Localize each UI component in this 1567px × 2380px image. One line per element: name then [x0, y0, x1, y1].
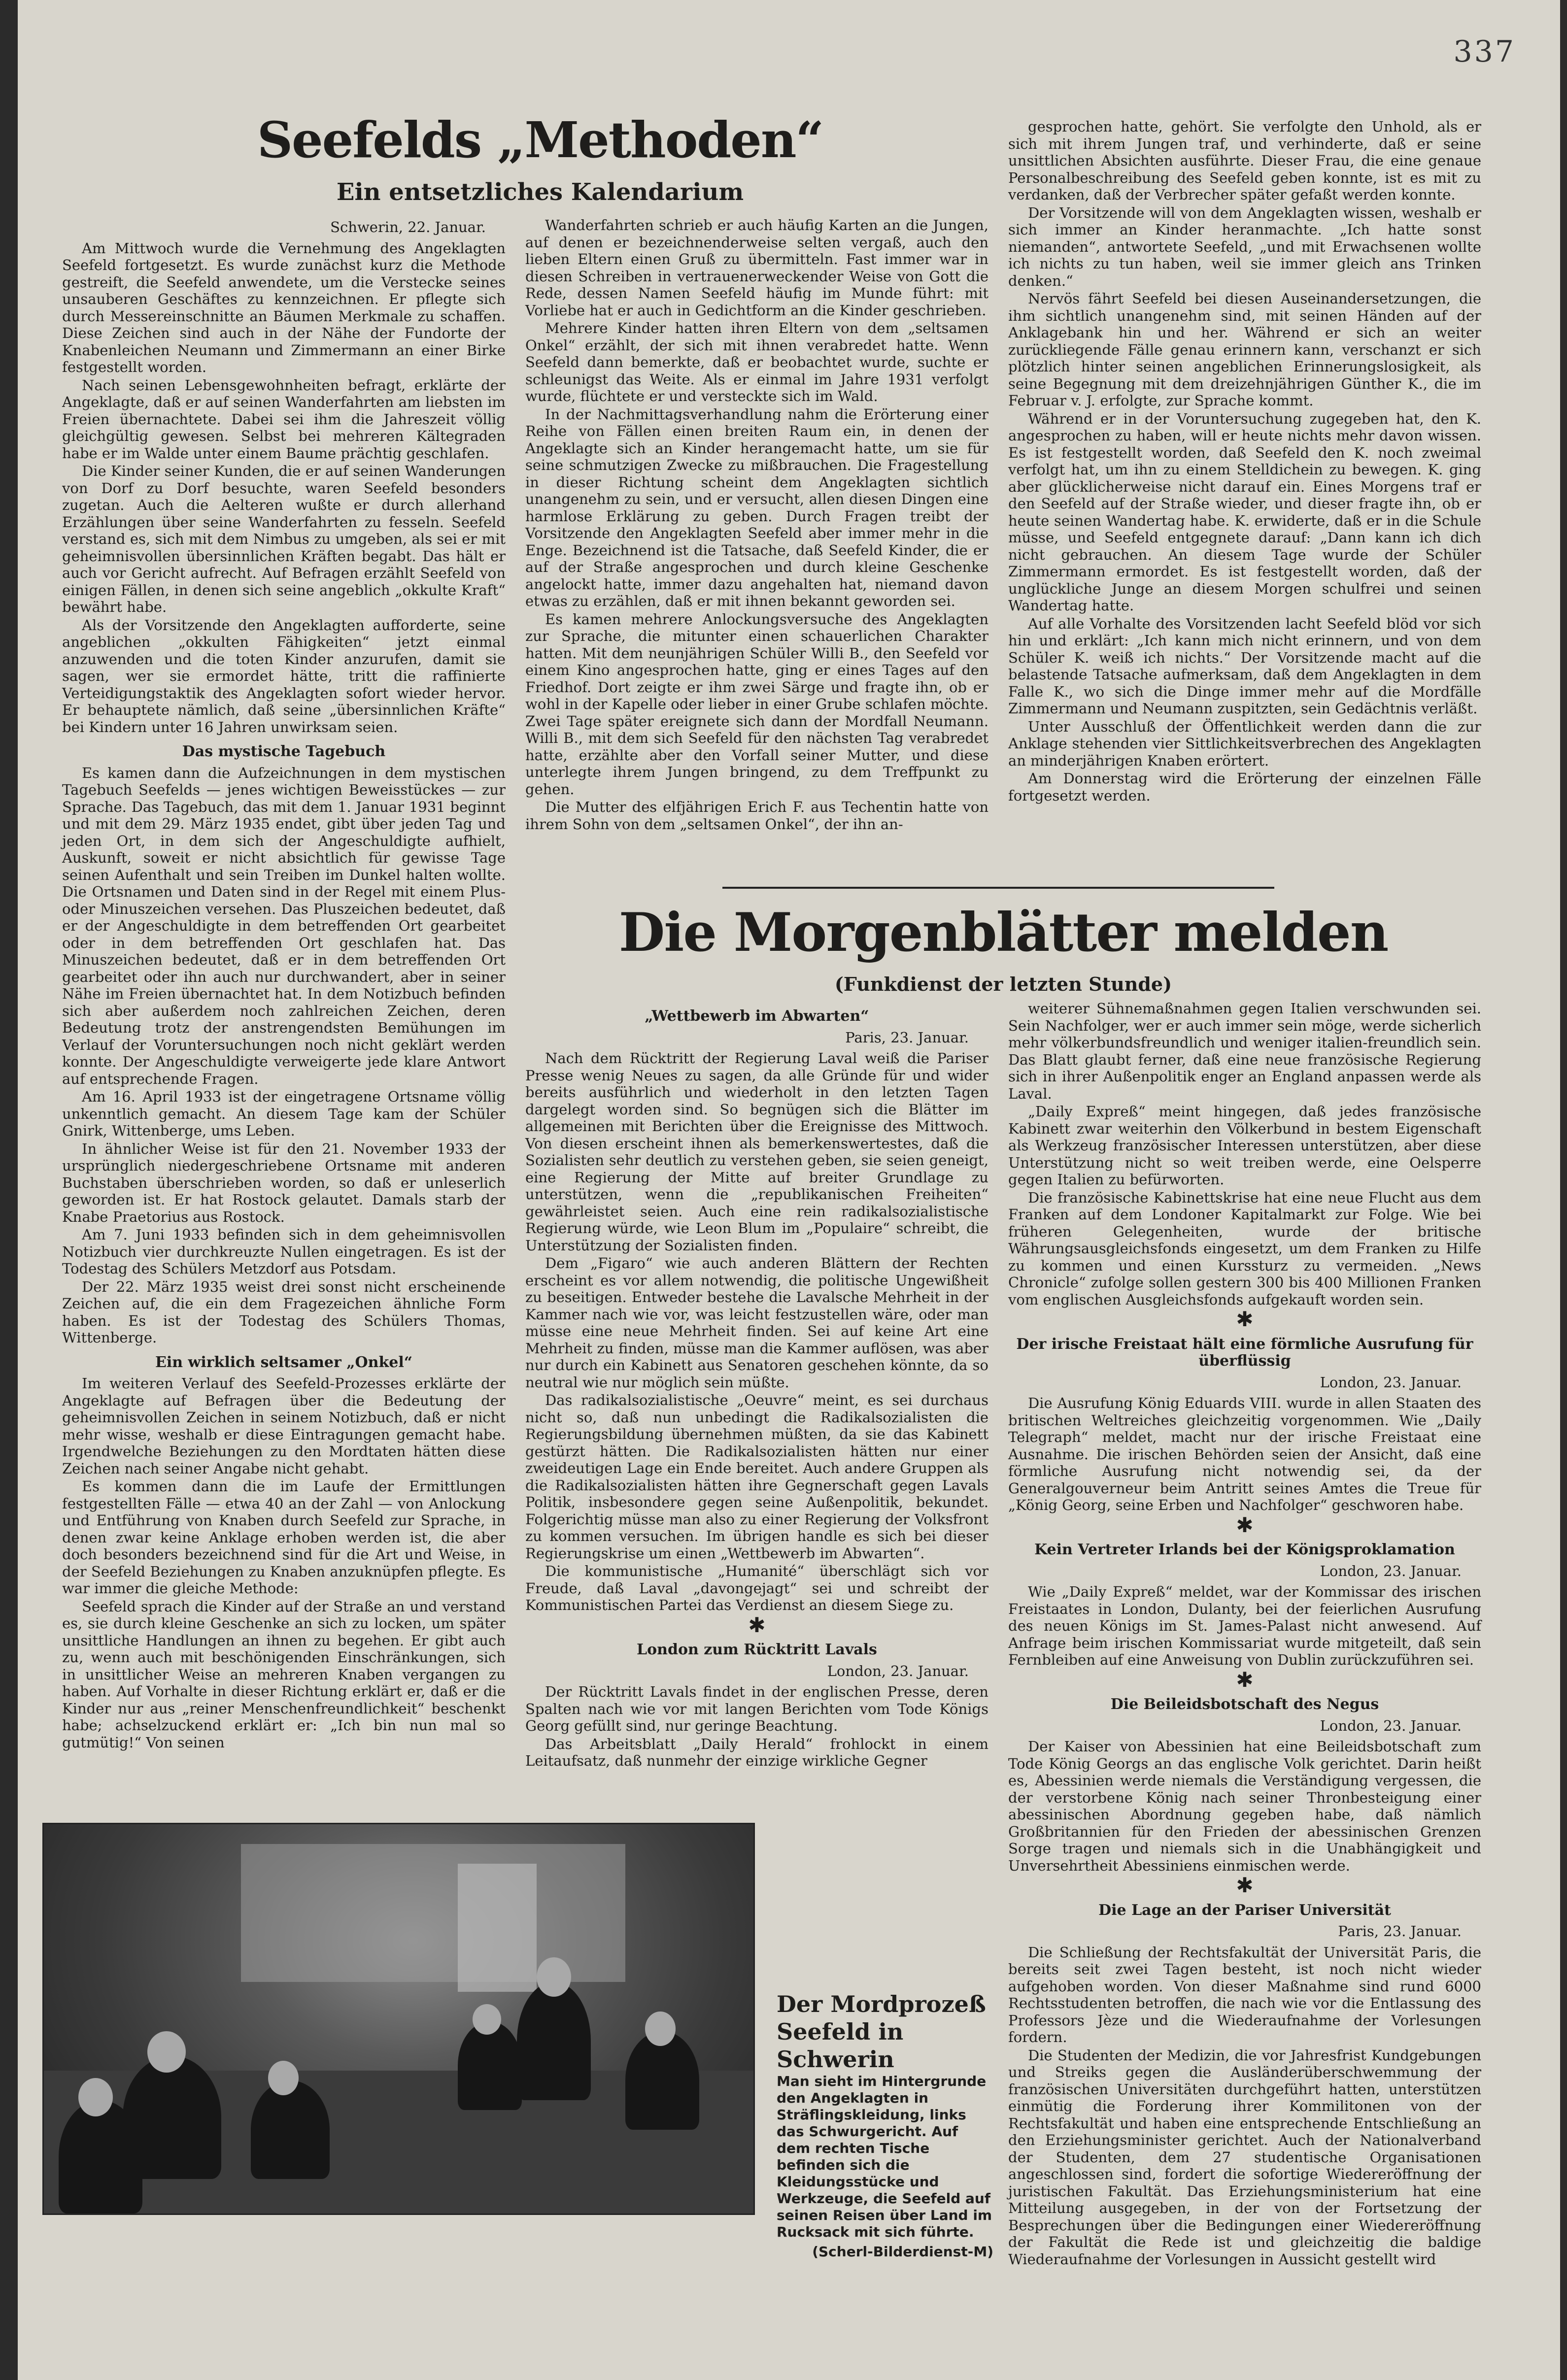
paragraph: Unter Ausschluß der Öffentlichkeit werden dann die zur Anklage stehenden vier Sittlichkeitsverbrechen des Angeklagten an minderjährigen Knaben erörtert.	[1008, 718, 1481, 769]
report-dateline: London, 23. Januar.	[827, 1662, 969, 1679]
photo-figure	[458, 2021, 522, 2110]
paragraph: „Daily Expreß“ meint hingegen, daß jedes französische Kabinett zwar weiterhin den Völkerbund in bestem Eigenschaft als Werkzeug französischer Interessen unterstützen, aber diese Unterstützung nicht so weit treiben werde, eine Oelsperre gegen Italien zu befürworten.	[1008, 1103, 1481, 1188]
paragraph: Als der Vorsitzende den Angeklagten aufforderte, seine angeblichen „okkulten Fähigkeiten“ jetzt einmal anzuwenden und die toten Kinder anzurufen, damit sie sagen, wer sie ermordet hätte, tritt die raffinierte Verteidigungstaktik des Angeklagten sofort wieder hervor. Er behauptete nämlich, daß seine „übersinnlichen Kräfte“ bei Kindern unter 16 Jahren unwirksam seien.	[62, 616, 506, 736]
section-divider	[722, 887, 1274, 889]
paragraph: Nach dem Rücktritt der Regierung Laval weiß die Pariser Presse wenig Neues zu sagen, da alle Gründe für und wider bereits ausführlich und wiederholt in den letzten Tagen dargelegt worden sind. So begnügen sich die Blätter im allgemeinen mit Berichten über die Ereignisse des Mittwoch. Von diesen erscheint ihnen als bemerkenswertestes, daß die Sozialisten sehr deutlich zu verstehen geben, sie seien geneigt, eine Regierung der Mitte auf breiter Grundlage zu unterstützen, wenn die „republikanischen Freiheiten“ gewährleistet seien. Auch eine rein radikalsozialistische Regierung würde, wie Leon Blum im „Populaire“ schreibt, die Unterstützung der Sozialisten finden.	[525, 1050, 988, 1254]
paragraph: Am Donnerstag wird die Erörterung der einzelnen Fälle fortgesetzt werden.	[1008, 770, 1481, 804]
report-dateline: Paris, 23. Januar.	[1338, 1923, 1462, 1940]
star-separator-icon: ✱	[1236, 1667, 1254, 1692]
paragraph: Mehrere Kinder hatten ihren Eltern von dem „seltsamen Onkel“ erzählt, der sich mit ihnen verabredet hatte. Wenn Seefeld dann bemerkte, daß er beobachtet wurde, suchte er schleunigst das Weite. Als er einmal im Jahre 1931 verfolgt wurde, flüchtete er und versteckte sich im Wald.	[525, 320, 988, 404]
report-heading: Der irische Freistaat hält eine förmliche Ausrufung für überflüssig	[1016, 1335, 1473, 1370]
photo-caption	[777, 1990, 993, 2260]
report-dateline: London, 23. Januar.	[1320, 1717, 1462, 1734]
paragraph: In ähnlicher Weise ist für den 21. November 1933 der ursprünglich niedergeschriebene Ortsname mit anderen Buchstaben überschrieben worden, so daß er unleserlich geworden ist. Er hat Rostock gelautet. Damals starb der Knabe Praetorius aus Rostock.	[62, 1140, 506, 1225]
star-separator-icon: ✱	[1236, 1873, 1254, 1897]
paragraph: Der Rücktritt Lavals findet in der englischen Presse, deren Spalten nach wie vor mit langen Berichten vom Tode Königs Georg gefüllt sind, nur geringe Beachtung.	[525, 1683, 988, 1734]
paragraph: Am 16. April 1933 ist der eingetragene Ortsname völlig unkenntlich gemacht. An diesem Tage kam der Schüler Gnirk, Wittenberge, ums Leben.	[62, 1088, 506, 1139]
page-number: 337	[1453, 34, 1516, 69]
article1-title: Seefelds „Methoden“	[257, 111, 823, 169]
paragraph: In der Nachmittagsverhandlung nahm die Erörterung einer Reihe von Fällen einen breiten Raum ein, in denen der Angeklagte sich an Kinder herangemacht hatte, um sie für seine schmutzigen Zwecke zu mißbrauchen. Die Fragestellung in dieser Richtung scheint dem Angeklagten sichtlich unangenehm zu sein, und er versucht, allen diesen Dingen eine harmlose Erklärung zu geben. Durch Fragen treibt der Vorsitzende den Angeklagten Seefeld aber immer mehr in die Enge. Bezeichnend ist die Tatsache, daß Seefeld Kinder, die er auf der Straße angesprochen und durch kleine Geschenke angelockt hatte, immer dazu angehalten hat, niemand davon etwas zu erzählen, daß er mit ihnen bekannt geworden sei.	[525, 405, 988, 609]
report-heading: Die Beileidsbotschaft des Negus	[1110, 1696, 1379, 1713]
photo-head	[268, 2061, 299, 2095]
article2-column-left	[525, 1000, 988, 1771]
courtroom-photo	[42, 1823, 755, 2215]
paragraph: Der Vorsitzende will von dem Angeklagten wissen, weshalb er sich immer an Kinder heranmachte. „Ich hatte sonst niemanden“, antwortete Seefeld, „und mit Erwachsenen wollte ich nichts zu tun haben, weil sie immer gleich ans Trinken denken.“	[1008, 204, 1481, 289]
subheading: Ein wirklich seltsamer „Onkel“	[155, 1353, 412, 1371]
paragraph: weiterer Sühnemaßnahmen gegen Italien verschwunden sei. Sein Nachfolger, wer er auch immer sein möge, werde sicherlich mehr völkerbundsfreundlich und weniger italien-freundlich sein. Das Blatt glaubt ferner, daß eine neue französische Regierung sich in ihrer Außenpolitik enger an England anpassen werde als Laval.	[1008, 1000, 1481, 1102]
article2-column-right	[1008, 1000, 1481, 2269]
paragraph: Es kamen mehrere Anlockungsversuche des Angeklagten zur Sprache, die mitunter einen schauerlichen Charakter hatten. Mit dem neunjährigen Schüler Willi B., den Seefeld vor einem Kino angesprochen hatte, ging er eines Tages auf den Friedhof. Dort zeigte er ihm zwei Särge und fragte ihn, ob er wohl in der Kapelle oder lieber in einer Grube schlafen möchte. Zwei Tage später ereignete sich dann der Mordfall Neumann. Willi B., mit dem sich Seefeld für den nächsten Tag verabredet hatte, erzählte aber den Vorfall seiner Mutter, und diese unterlegte ihrem Jungen bringend, zu dem Treffpunkt zu gehen.	[525, 610, 988, 798]
photo-head	[78, 2078, 113, 2116]
caption-credit: (Scherl-Bilderdienst-M)	[812, 2244, 993, 2260]
newspaper-page	[18, 0, 1560, 2380]
article1-column-3	[1008, 118, 1481, 805]
paragraph: Der 22. März 1935 weist drei sonst nicht erscheinende Zeichen auf, die ein dem Fragezeichen ähnliche Form haben. Es ist der Todestag des Schülers Thomas, Wittenberge.	[62, 1278, 506, 1346]
paragraph: Die Studenten der Medizin, die vor Jahresfrist Kundgebungen und Streiks gegen die Ausländerüberschwemmung der französischen Universitäten durchgeführt hatten, unterstützen einmütig die Forderung ihrer Kommilitonen von der Rechtsfakultät und haben eine entsprechende Entschließung an den Erziehungsminister gerichtet. Auch der Nationalverband der Studenten, dem 27 studentische Organisationen angeschlossen sind, fordert die sofortige Wiedereröffnung der juristischen Fakultät. Das Erziehungsministerium hat eine Mitteilung ausgegeben, in der von der Fortsetzung der Besprechungen über die Bedingungen einer Wiedereröffnung der Fakultät die Rede ist und gleichzeitig die baldige Wiederaufnahme der Vorlesungen in Aussicht gestellt wird	[1008, 2046, 1481, 2268]
report-heading: Kein Vertreter Irlands bei der Königsproklamation	[1034, 1541, 1455, 1558]
photo-head	[645, 2011, 676, 2046]
subheading: Das mystische Tagebuch	[182, 743, 386, 760]
article1-column-1	[62, 217, 506, 1752]
report-dateline: London, 23. Januar.	[1320, 1562, 1462, 1579]
paragraph: Die Kinder seiner Kunden, die er auf seinen Wanderungen von Dorf zu Dorf besuchte, waren Seefeld besonders zugetan. Auch die Aelteren wußte er durch allerhand Erzählungen über seine Wanderfahrten zu fesseln. Seefeld verstand es, sich mit dem Nimbus zu umgeben, als sei er mit geheimnisvollen übersinnlichen Kräften begabt. Das hält er auch vor Gericht aufrecht. Auf Befragen erzählt Seefeld von einigen Fällen, in denen sich seine angeblich „okkulte Kraft“ bewährt habe.	[62, 463, 506, 615]
photo-window	[458, 1864, 537, 1992]
article2-title: Die Morgenblätter melden	[618, 902, 1388, 964]
photo-figure	[517, 1982, 591, 2100]
paragraph: Das radikalsozialistische „Oeuvre“ meint, es sei durchaus nicht so, daß nun unbedingt die Radikalsozialisten die Regierungsbildung übernehmen müßten, da sie das Kabinett gestürzt hätten. Die Radikalsozialisten hätten nur einer zweideutigen Lage ein Ende bereitet. Auch andere Gruppen als die Radikalsozialisten hätten ihre Gegnerschaft gegen Lavals Politik, insbesondere gegen seine Außenpolitik, bekundet. Folgerichtig müsse man also zu einer Regierung der Volksfront zu kommen versuchen. Im übrigen handle es sich bei dieser Regierungskrise um einen „Wettbewerb im Abwarten“.	[525, 1392, 988, 1562]
photo-figure	[251, 2080, 330, 2179]
paragraph: Wanderfahrten schrieb er auch häufig Karten an die Jungen, auf denen er bezeichnenderweise selten vergaß, auch den lieben Eltern einen Gruß zu übermitteln. Fast immer war in diesen Schreiben in vertrauenerweckender Weise von Gott die Rede, dessen Namen Seefeld häufig im Munde führt: mit Vorliebe hat er auch in Gedichtform an die Kinder geschrieben.	[525, 217, 988, 319]
paragraph: Am Mittwoch wurde die Vernehmung des Angeklagten Seefeld fortgesetzt. Es wurde zunächst kurz die Methode gestreift, die Seefeld anwendete, um die Verstecke seines unsauberen Geschäftes zu kennzeichnen. Er pflegte sich durch Messereinschnitte an Bäumen Merkmale zu schaffen. Diese Zeichen sind auch in der Nähe der Fundorte der Knabenleichen Neumann und Zimmermann an einer Birke festgestellt worden.	[62, 239, 506, 375]
paragraph: Dem „Figaro“ wie auch anderen Blättern der Rechten erscheint es vor allem notwendig, die politische Ungewißheit zu beseitigen. Entweder bestehe die Lavalsche Mehrheit in der Kammer nach wie vor, was leicht festzustellen wäre, oder man müsse eine neue Mehrheit finden. Sei auf keine Art eine Mehrheit zu finden, müsse man die Kammer auflösen, was aber nur durch ein Kabinett aus Senatoren geschehen könnte, da so neutral wie nur möglich sein müßte.	[525, 1255, 988, 1391]
article2-subtitle: (Funkdienst der letzten Stunde)	[834, 973, 1172, 995]
photo-figure	[625, 2031, 699, 2130]
report-heading: London zum Rücktritt Lavals	[637, 1641, 877, 1658]
paragraph: Im weiteren Verlauf des Seefeld-Prozesses erklärte der Angeklagte auf Befragen über die Bedeutung der geheimnisvollen Zeichen in seinem Notizbuch, daß er nicht mehr wisse, weshalb er diese Eintragungen gemacht habe. Irgendwelche Beziehungen zu den Mordtaten hätten diese Zeichen nach seiner Angabe nicht gehabt.	[62, 1375, 506, 1477]
report-heading: Die Lage an der Pariser Universität	[1098, 1901, 1391, 1919]
article1-column-2	[525, 217, 988, 834]
paragraph: Seefeld sprach die Kinder auf der Straße an und verstand es, sie durch kleine Geschenke an sich zu locken, um später unsittliche Handlungen an ihnen zu begehen. Er gibt auch zu, wenn auch mit beschönigenden Einschränkungen, sich in unsittlicher Weise an mehreren Knaben vergangen zu haben. Auf Vorhalte in dieser Richtung erklärt er, daß er die Kinder nur aus „reiner Menschenfreundlichkeit“ beschenkt habe; achselzuckend erklärt er: „Ich bin nun mal so gutmütig!“ Von seinen	[62, 1598, 506, 1751]
paragraph: Nervös fährt Seefeld bei diesen Auseinandersetzungen, die ihm sichtlich unangenehm sind, mit seinen Händen auf der Anklagebank hin und her. Während er sich an weiter zurückliegende Fälle genau erinnern kann, verschanzt er sich plötzlich hinter seinen angeblichen Erinnerungslosigkeit, als seine Begegnung mit dem dreizehnjährigen Günther K., die im Februar v. J. erfolgte, zur Sprache kommt.	[1008, 290, 1481, 409]
paragraph: Der Kaiser von Abessinien hat eine Beileidsbotschaft zum Tode König Georgs an das englische Volk gerichtet. Darin heißt es, Abessinien werde niemals die Verständigung vergessen, die der verstorbene König nach seiner Thronbesteigung einer abessinischen Abordnung gegeben habe, daß nämlich Großbritannien für den Frieden der abessinischen Grenzen Sorge tragen und niemals sich in die Unabhängigkeit und Unversehrtheit Abessiniens einmischen werde.	[1008, 1738, 1481, 1874]
paragraph: Am 7. Juni 1933 befinden sich in dem geheimnisvollen Notizbuch vier durchkreuzte Nullen eingetragen. Es ist der Todestag des Schülers Metzdorf aus Potsdam.	[62, 1226, 506, 1277]
report-heading: „Wettbewerb im Abwarten“	[645, 1007, 869, 1025]
paragraph: Auf alle Vorhalte des Vorsitzenden lacht Seefeld blöd vor sich hin und erklärt: „Ich kann mich nicht erinnern, und von dem Schüler K. weiß ich nichts.“ Der Vorsitzende macht auf die belastende Tatsache aufmerksam, daß dem Angeklagten in dem Falle K., wo sich die Dinge immer mehr auf die Mordfälle Zimmermann und Neumann zuspitzten, sein Gedächtnis verläßt.	[1008, 615, 1481, 717]
photo-head	[473, 2004, 501, 2035]
star-separator-icon: ✱	[748, 1612, 766, 1637]
caption-text: Man sieht im Hintergrunde den Angeklagten in Sträflingskleidung, links das Schwurgericht. Auf dem rechten Tische befinden sich die Kleidungsstücke und Werkzeuge, die Seefeld auf seinen Reisen über Land im Rucksack mit sich führte.	[777, 2073, 992, 2240]
paragraph: Die Mutter des elfjährigen Erich F. aus Techentin hatte von ihrem Sohn von dem „seltsamen Onkel“, der ihn an-	[525, 799, 988, 833]
photo-head	[147, 2031, 186, 2073]
report-dateline: London, 23. Januar.	[1320, 1374, 1462, 1391]
paragraph: Die Ausrufung König Eduards VIII. wurde in allen Staaten des britischen Weltreiches gleichzeitig vorgenommen. Wie „Daily Telegraph“ meldet, macht nur der irische Freistaat eine Ausnahme. Die irischen Behörden seien der Ansicht, daß eine förmliche Ausrufung nicht notwendig sei, da der Generalgouverneur beim Antritt seines Amtes die Treue für „König Georg, seine Erben und Nachfolger“ geschworen habe.	[1008, 1395, 1481, 1513]
star-separator-icon: ✱	[1236, 1512, 1254, 1537]
paragraph: Es kamen dann die Aufzeichnungen in dem mystischen Tagebuch Seefelds — jenes wichtigen Beweisstückes — zur Sprache. Das Tagebuch, das mit dem 1. Januar 1931 beginnt und mit dem 29. März 1935 endet, gibt über jeden Tag und jeden Ort, in dem sich der Angeschuldigte aufhielt, Auskunft, soweit er nicht absichtlich für gewisse Tage seinen Aufenthalt und sein Treiben im Dunkel halten wollte. Die Ortsnamen und Daten sind in der Regel mit einem Plus- oder Minuszeichen versehen. Das Pluszeichen bedeutet, daß er der Angeschuldigte in dem betreffenden Ort gearbeitet oder in dem betreffenden Ort geschlafen hat. Das Minuszeichen bedeutet, daß er in dem betreffenden Ort gearbeitet oder ihn auch nur durchwandert, aber in seiner Nähe im Freien übernachtet hat. In dem Notizbuch befinden sich aber außerdem noch zahlreichen Zeichen, deren Bedeutung trotz der anstrengendsten Bemühungen im Verlauf der Voruntersuchungen noch nicht geklärt werden konnte. Der Angeschuldigte verweigerte jede klare Antwort auf entsprechende Fragen.	[62, 764, 506, 1087]
paragraph: Die kommunistische „Humanité“ überschlägt sich vor Freude, daß Laval „davongejagt“ sei und schreibt der Kommunistischen Partei das Verdienst an diesem Siege zu.	[525, 1563, 988, 1613]
paragraph: Während er in der Voruntersuchung zugegeben hat, den K. angesprochen zu haben, will er heute nichts mehr davon wissen. Es ist festgestellt worden, daß Seefeld den K. noch zweimal verfolgt hat, um ihn zu einem Stelldichein zu bewegen. K. ging aber glücklicherweise nicht darauf ein. Eines Morgens traf er den Seefeld auf der Straße wieder, und dieser fragte ihn, ob er heute seinen Wandertag habe. K. erwiderte, daß er in die Schule müsse, und Seefeld entgegnete darauf: „Dann kann ich dich nicht gebrauchen. An diesem Tage wurde der Schüler Zimmermann ermordet. Es ist festgestellt worden, daß der unglückliche Junge an diesem Morgen schulfrei und seinen Wandertag hatte.	[1008, 410, 1481, 614]
paragraph: Die französische Kabinettskrise hat eine neue Flucht aus dem Franken auf dem Londoner Kapitalmarkt zur Folge. Wie bei früheren Gelegenheiten, wurde der britische Währungsausgleichsfonds eingesetzt, um dem Franken zu Hilfe zu kommen und einen Kurssturz zu vermeiden. „News Chronicle“ zufolge sollen gestern 300 bis 400 Millionen Franken vom englischen Ausgleichsfonds aufgekauft worden sein.	[1008, 1189, 1481, 1308]
paragraph: gesprochen hatte, gehört. Sie verfolgte den Unhold, als er sich mit ihrem Jungen traf, und verhinderte, daß er seine unsittlichen Absichten ausführte. Dieser Frau, die eine genaue Personalbeschreibung des Seefeld geben konnte, ist es mit zu verdanken, daß der Verbrecher später gefaßt werden konnte.	[1008, 118, 1481, 203]
star-separator-icon: ✱	[1236, 1307, 1254, 1331]
paragraph: Das Arbeitsblatt „Daily Herald“ frohlockt in einem Leitaufsatz, daß nunmehr der einzige wirkliche Gegner	[525, 1735, 988, 1769]
paragraph: Die Schließung der Rechtsfakultät der Universität Paris, die bereits seit zwei Tagen besteht, ist noch nicht wieder aufgehoben worden. Von dieser Maßnahme sind rund 6000 Rechtsstudenten betroffen, die nach wie vor die Entlassung des Professors Jèze und die Wiederaufnahme der Vorlesungen fordern.	[1008, 1944, 1481, 2045]
article1-dateline: Schwerin, 22. Januar.	[330, 219, 486, 235]
article1-subtitle: Ein entsetzliches Kalendarium	[336, 178, 744, 206]
caption-title: Der Mordprozeß Seefeld in Schwerin	[777, 1991, 986, 2073]
photo-figure	[59, 2100, 142, 2213]
paragraph: Wie „Daily Expreß“ meldet, war der Kommissar des irischen Freistaates in London, Dulanty, bei der feierlichen Ausrufung des neuen Königs im St. James-Palast nicht anwesend. Auf Anfrage beim irischen Kommissariat wurde mitgeteilt, daß sein Fernbleiben auf eine Anweisung von Dublin zurückzuführen sei.	[1008, 1583, 1481, 1668]
report-dateline: Paris, 23. Januar.	[845, 1029, 969, 1046]
photo-wall	[241, 1844, 625, 1982]
photo-head	[537, 1957, 571, 1997]
paragraph: Nach seinen Lebensgewohnheiten befragt, erklärte der Angeklagte, daß er auf seinen Wanderfahrten am liebsten im Freien übernachtete. Dabei sei ihm die Jahreszeit völlig gleichgültig gewesen. Selbst bei mehreren Kältegraden habe er im Walde unter einem Baume prächtig geschlafen.	[62, 376, 506, 462]
paragraph: Es kommen dann die im Laufe der Ermittlungen festgestellten Fälle — etwa 40 an der Zahl — von Anlockung und Entführung von Knaben durch Seefeld zur Sprache, in denen zwar keine Anklage erhoben werden ist, die aber doch besonders bezeichnend sind für die Art und Weise, in der Seefeld Beziehungen zu Knaben anzuknüpfen pflegte. Es war immer die gleiche Methode:	[62, 1478, 506, 1597]
